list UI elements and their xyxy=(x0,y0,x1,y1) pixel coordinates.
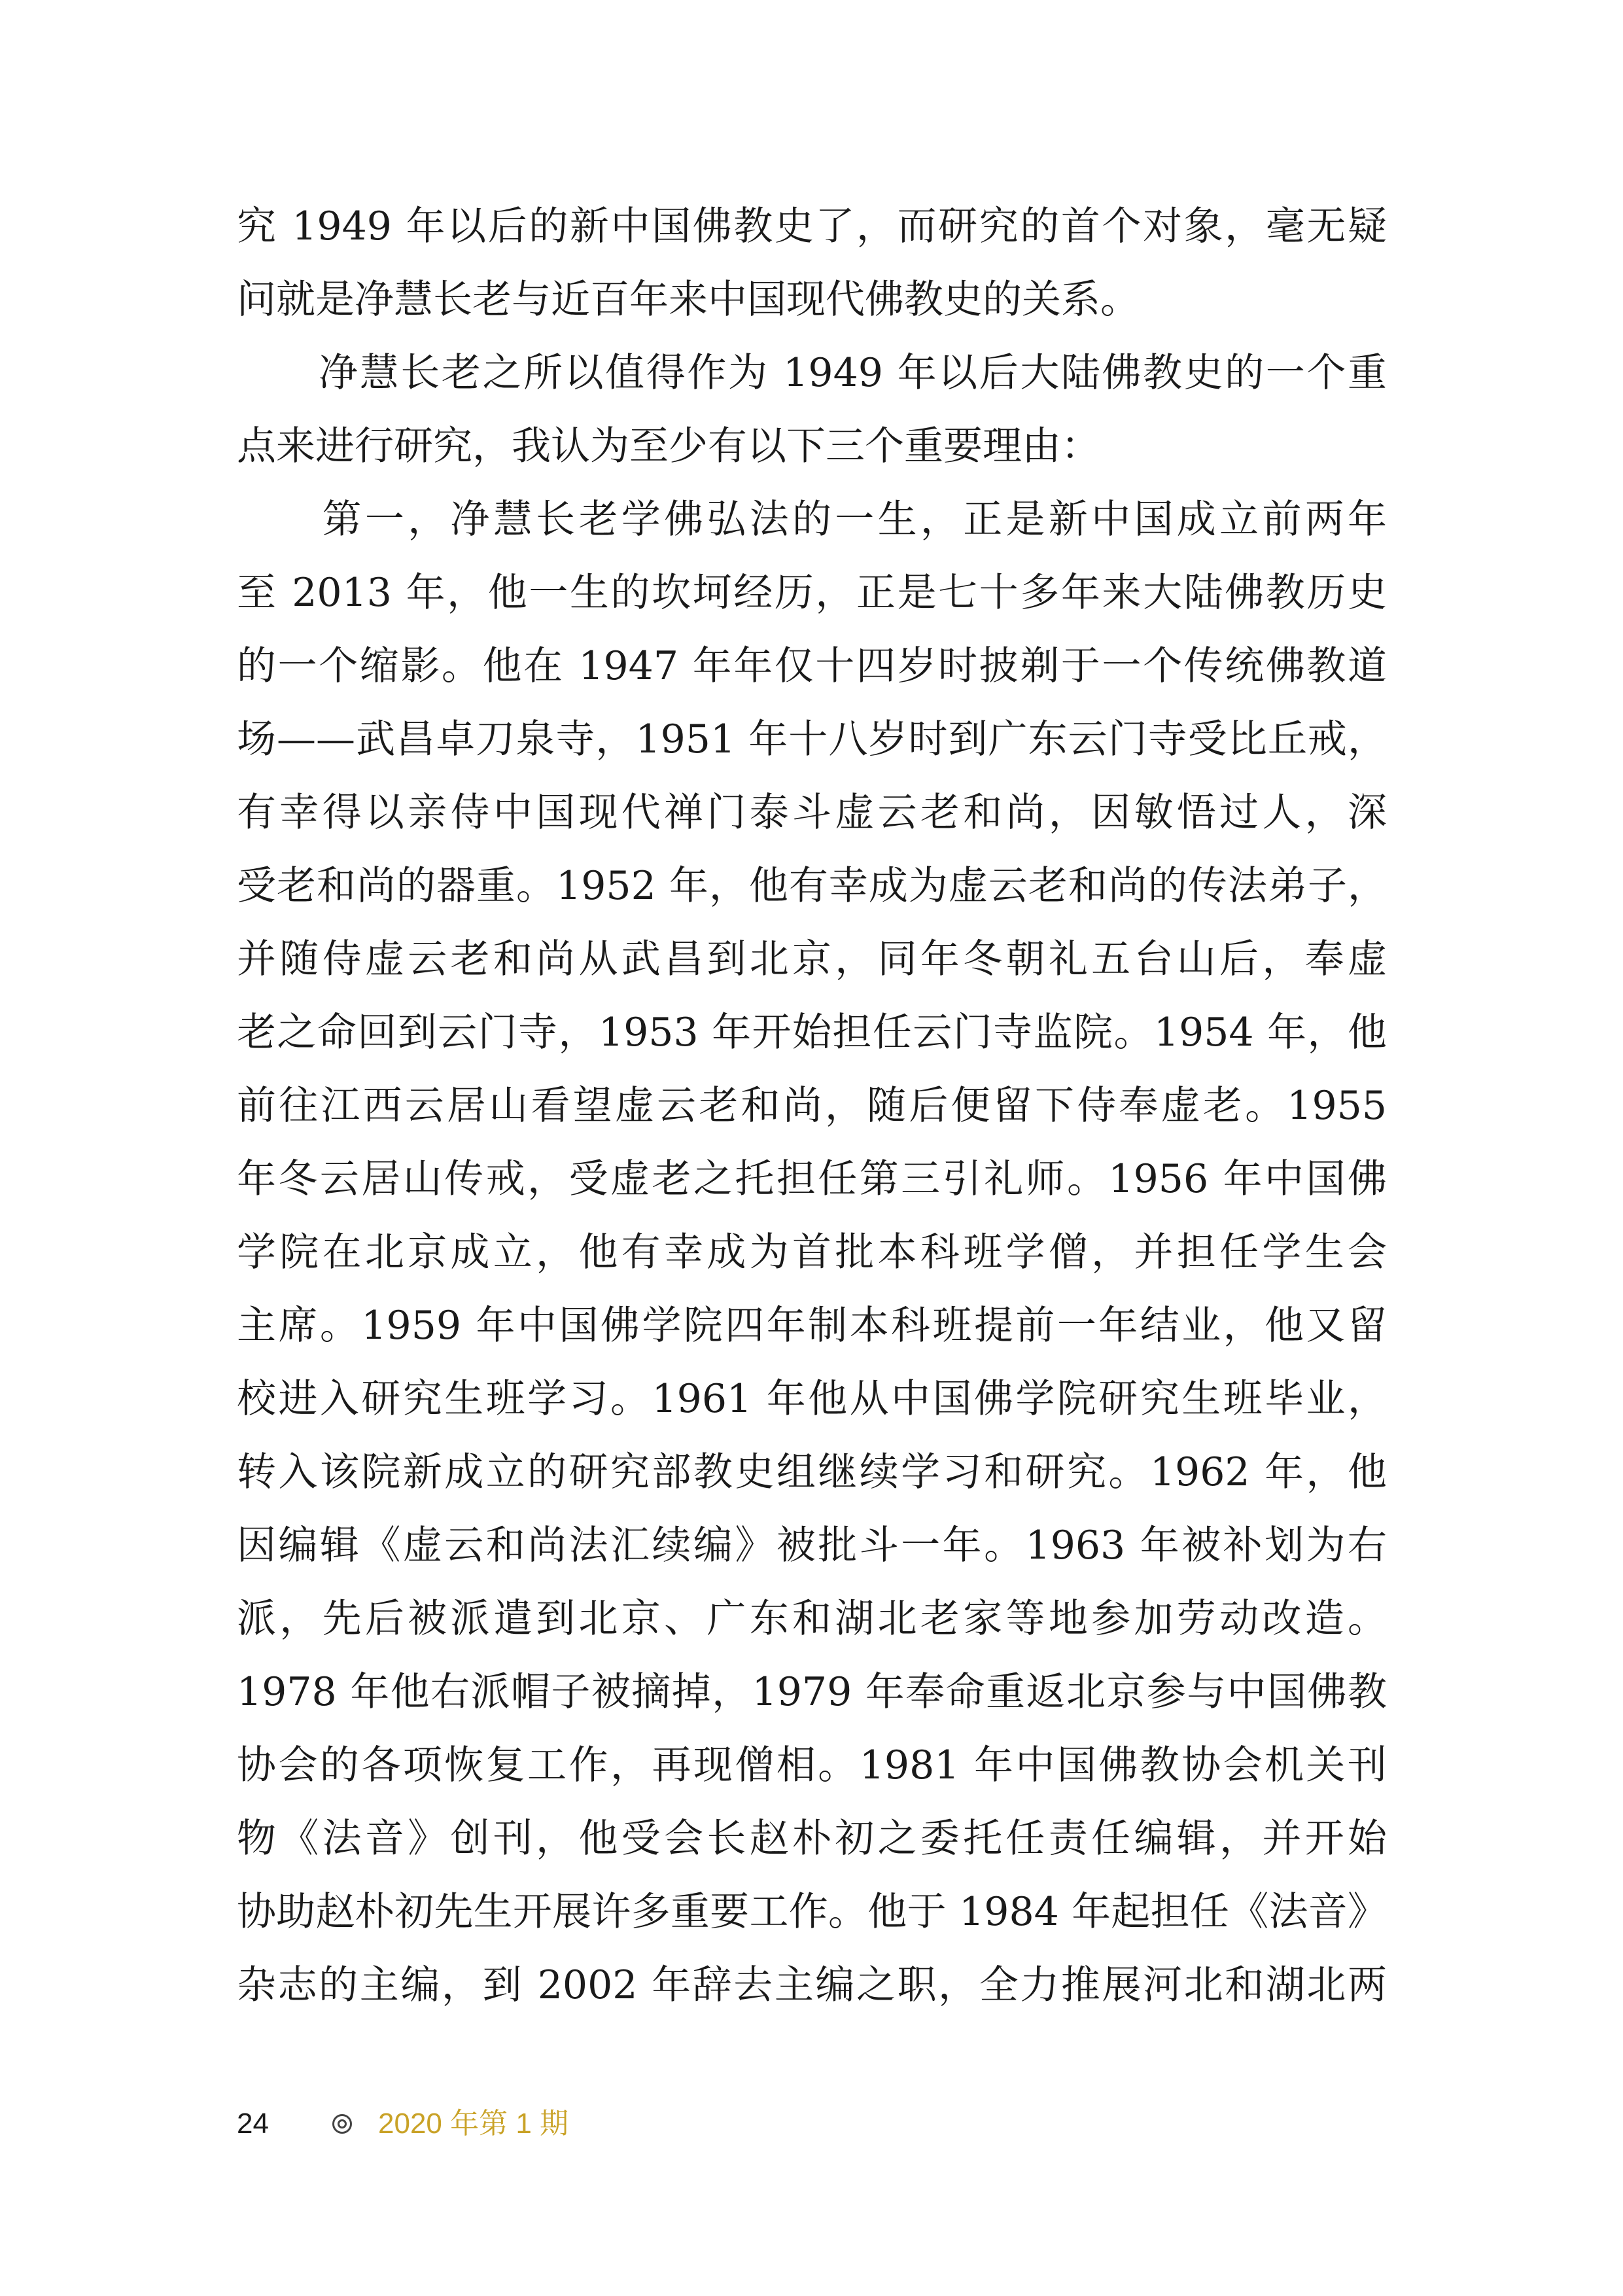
issue-label: 2020 年第 1 期 xyxy=(378,2108,569,2140)
text-line: 的一个缩影。他在 1947 年年仅十四岁时披剃于一个传统佛教道 xyxy=(237,643,1387,689)
body-text xyxy=(237,190,1387,2022)
page-footer xyxy=(237,2106,568,2142)
text-line: 点来进行研究，我认为至少有以下三个重要理由： xyxy=(237,423,1100,469)
text-line: 派，先后被派遣到北京、广东和湖北老家等地参加劳动改造。 xyxy=(237,1596,1387,1642)
text-line: 物《法音》创刊，他受会长赵朴初之委托任责任编辑，并开始 xyxy=(237,1816,1387,1862)
text-line: 因编辑《虚云和尚法汇续编》被批斗一年。1963 年被补划为右 xyxy=(237,1523,1387,1568)
double-circle-icon xyxy=(332,2114,352,2134)
text-line: 受老和尚的器重。1952 年，他有幸成为虚云老和尚的传法弟子， xyxy=(237,863,1387,909)
text-line: 校进入研究生班学习。1961 年他从中国佛学院研究生班毕业， xyxy=(237,1376,1387,1422)
text-line: 第一，净慧长老学佛弘法的一生，正是新中国成立前两年 xyxy=(237,497,1387,542)
text-line: 协会的各项恢复工作，再现僧相。1981 年中国佛教协会机关刊 xyxy=(237,1742,1387,1788)
text-line: 老之命回到云门寺，1953 年开始担任云门寺监院。1954 年，他 xyxy=(237,1010,1387,1055)
text-line: 并随侍虚云老和尚从武昌到北京，同年冬朝礼五台山后，奉虚 xyxy=(237,936,1387,982)
text-line: 学院在北京成立，他有幸成为首批本科班学僧，并担任学生会 xyxy=(237,1229,1387,1275)
text-line: 场——武昌卓刀泉寺，1951 年十八岁时到广东云门寺受比丘戒， xyxy=(237,716,1387,762)
text-line: 转入该院新成立的研究部教史组继续学习和研究。1962 年，他 xyxy=(237,1449,1387,1495)
text-line: 协助赵朴初先生开展许多重要工作。他于 1984 年起担任《法音》 xyxy=(237,1889,1387,1935)
page-number: 24 xyxy=(237,2108,269,2140)
text-line: 1978 年他右派帽子被摘掉，1979 年奉命重返北京参与中国佛教 xyxy=(237,1669,1387,1715)
text-line: 净慧长老之所以值得作为 1949 年以后大陆佛教史的一个重 xyxy=(237,350,1387,396)
text-line: 杂志的主编，到 2002 年辞去主编之职，全力推展河北和湖北两 xyxy=(237,1962,1387,2008)
text-line: 至 2013 年，他一生的坎坷经历，正是七十多年来大陆佛教历史 xyxy=(237,570,1387,616)
text-line: 有幸得以亲侍中国现代禅门泰斗虚云老和尚，因敏悟过人，深 xyxy=(237,790,1387,836)
text-line: 问就是净慧长老与近百年来中国现代佛教史的关系。 xyxy=(237,277,1140,323)
text-line: 主席。1959 年中国佛学院四年制本科班提前一年结业，他又留 xyxy=(237,1303,1387,1349)
text-line: 究 1949 年以后的新中国佛教史了，而研究的首个对象，毫无疑 xyxy=(237,203,1387,249)
text-line: 年冬云居山传戒，受虚老之托担任第三引礼师。1956 年中国佛 xyxy=(237,1156,1387,1202)
text-line: 前往江西云居山看望虚云老和尚，随后便留下侍奉虚老。1955 xyxy=(237,1083,1387,1129)
